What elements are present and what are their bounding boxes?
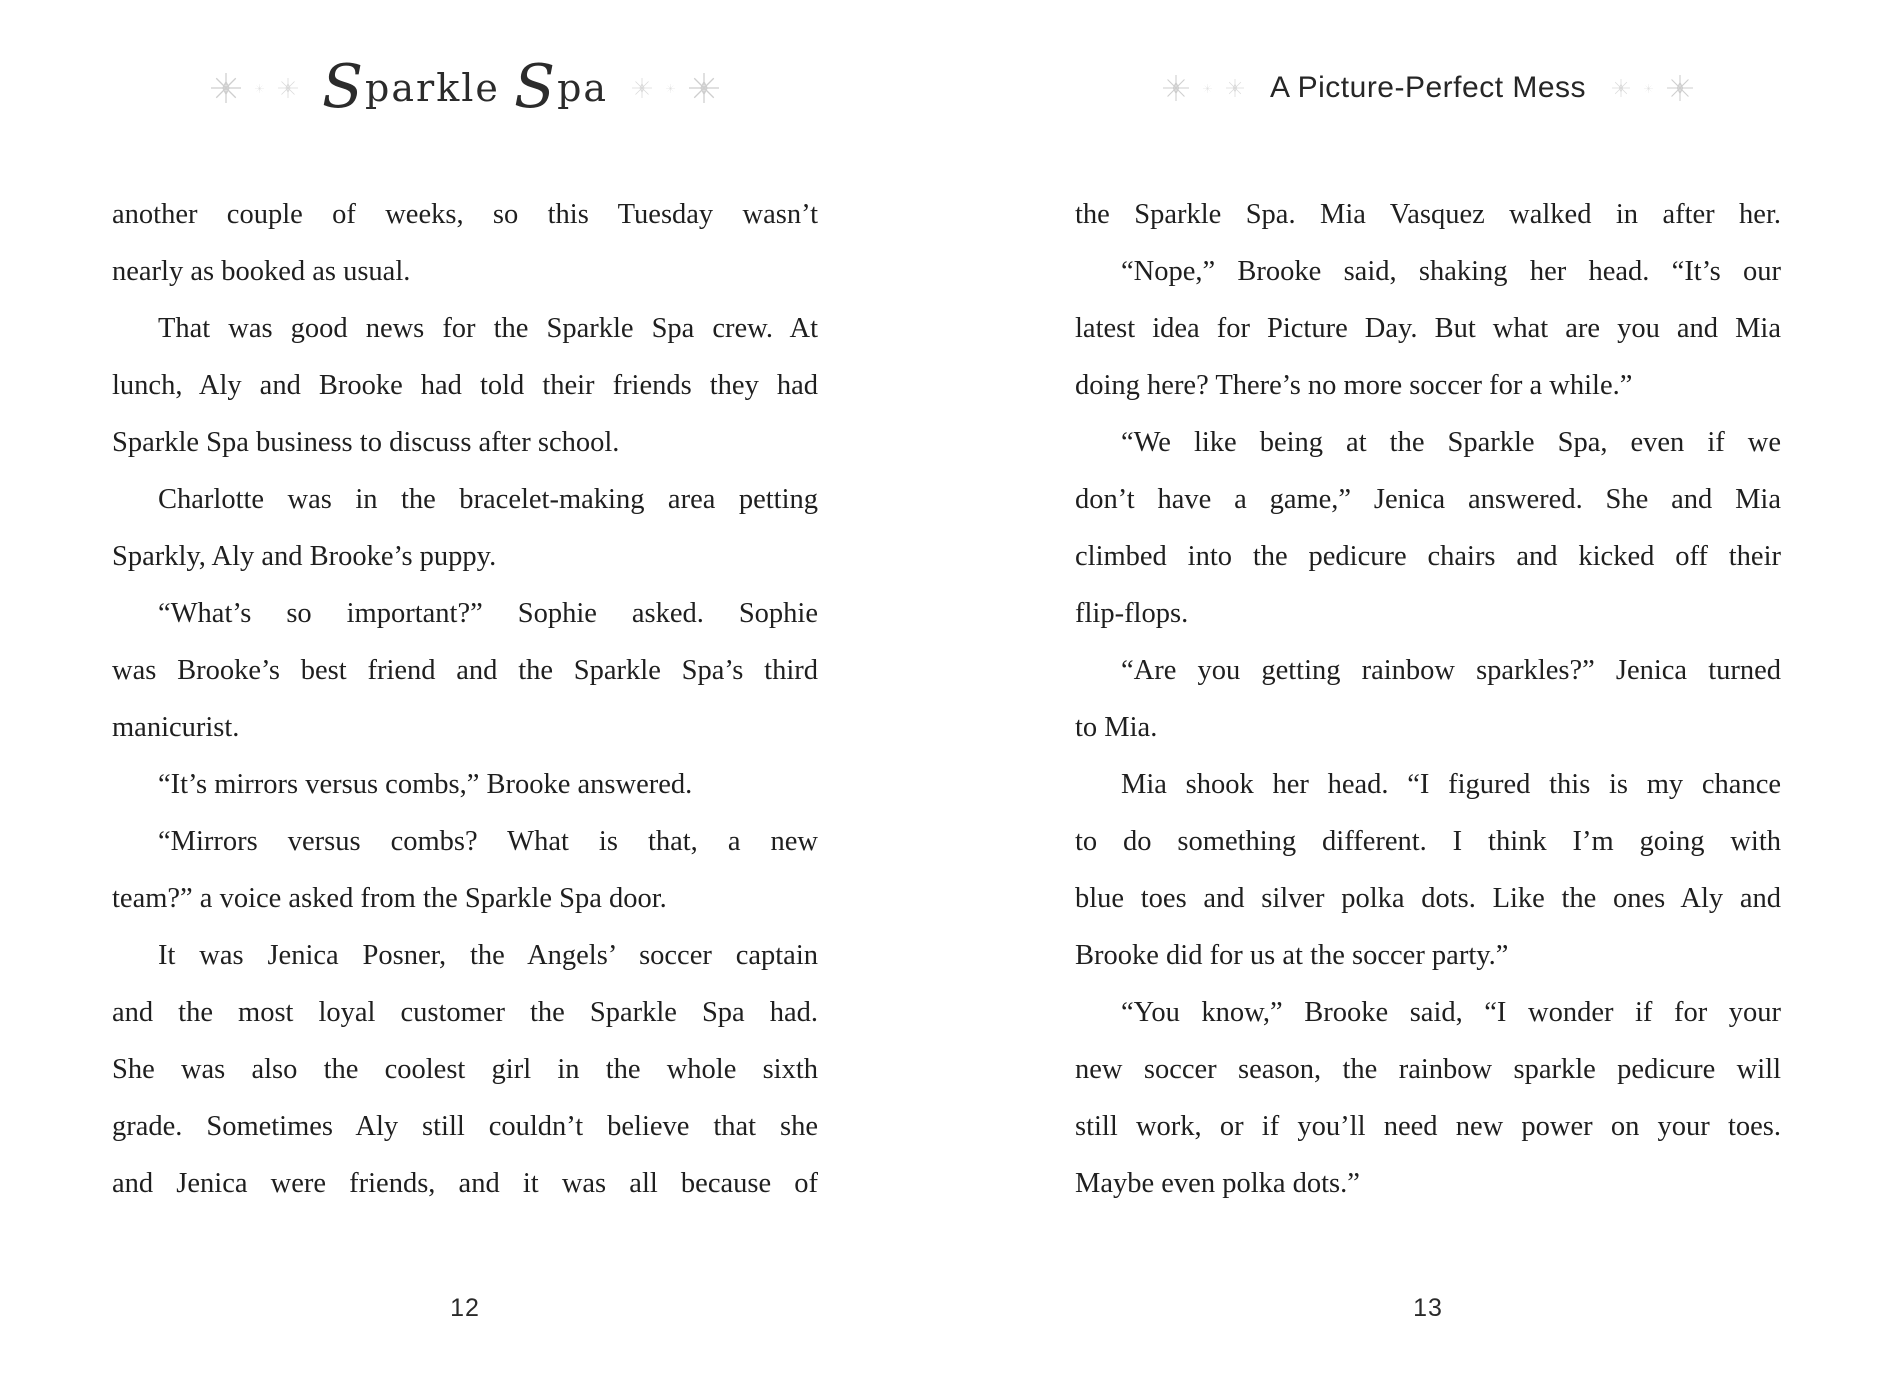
text-line: Mia shook her head. “I figured this is my chance	[1121, 769, 1781, 800]
text-line: “Nope,” Brooke said, shaking her head. “It’s our	[1121, 256, 1781, 287]
text-line: “It’s mirrors versus combs,” Brooke answered.	[158, 769, 693, 800]
sparkle-star-icon	[278, 78, 298, 98]
text-line: Sparkle Spa business to discuss after school.	[112, 427, 620, 458]
text-line: was Brooke’s best friend and the Sparkle Spa’s third	[112, 655, 818, 686]
text-line: grade. Sometimes Aly still couldn’t believe that she	[112, 1111, 818, 1142]
text-line: the Sparkle Spa. Mia Vasquez walked in after her.	[1075, 199, 1781, 230]
text-line: manicurist.	[112, 712, 240, 743]
sparkle-star-icon	[689, 73, 719, 103]
sparkle-star-icon	[1667, 75, 1693, 101]
text-line: “You know,” Brooke said, “I wonder if for your	[1121, 997, 1781, 1028]
sparkle-star-icon	[211, 73, 241, 103]
right-page-text	[1075, 186, 1781, 1212]
sparkle-star-icon	[666, 84, 675, 93]
text-line: new soccer season, the rainbow sparkle pedicure will	[1075, 1054, 1781, 1085]
text-line: “What’s so important?” Sophie asked. Sophie	[158, 598, 818, 629]
right-page-number: 13	[1413, 1294, 1443, 1322]
text-line: Maybe even polka dots.”	[1075, 1168, 1360, 1199]
left-page-number: 12	[450, 1294, 480, 1322]
text-line: climbed into the pedicure chairs and kicked off their	[1075, 541, 1781, 572]
page-left	[112, 0, 818, 1396]
left-running-head-title: Sparkle Spa	[321, 52, 609, 122]
sparkle-star-icon	[1644, 84, 1653, 93]
text-line: to Mia.	[1075, 712, 1158, 743]
text-line: and the most loyal customer the Sparkle Spa had.	[112, 997, 818, 1028]
text-line: That was good news for the Sparkle Spa crew. At	[158, 313, 818, 344]
sparkle-star-icon	[1226, 79, 1244, 97]
sparkle-cluster-right-icon	[632, 73, 719, 103]
right-running-head-title: A Picture-Perfect Mess	[1269, 71, 1587, 104]
sparkle-star-icon	[255, 84, 264, 93]
text-line: Brooke did for us at the soccer party.”	[1075, 940, 1509, 971]
sparkle-star-icon	[1203, 84, 1212, 93]
right-running-head	[1075, 38, 1781, 138]
sparkle-cluster-left-icon	[1163, 75, 1244, 101]
sparkle-cluster-left-icon	[211, 73, 298, 103]
left-running-head	[112, 38, 818, 138]
text-line: “Mirrors versus combs? What is that, a new	[158, 826, 818, 857]
text-line: It was Jenica Posner, the Angels’ soccer captain	[158, 940, 818, 971]
page-right	[1075, 0, 1781, 1396]
text-line: another couple of weeks, so this Tuesday wasn’t	[112, 199, 818, 230]
text-line: team?” a voice asked from the Sparkle Spa door.	[112, 883, 667, 914]
text-line: nearly as booked as usual.	[112, 256, 411, 287]
text-line: and Jenica were friends, and it was all because of	[112, 1168, 818, 1199]
text-line: “Are you getting rainbow sparkles?” Jenica turned	[1121, 655, 1781, 686]
sparkle-star-icon	[632, 78, 652, 98]
text-line: doing here? There’s no more soccer for a while.”	[1075, 370, 1633, 401]
text-line: flip-flops.	[1075, 598, 1189, 629]
sparkle-star-icon	[1612, 79, 1630, 97]
text-line: Sparkly, Aly and Brooke’s puppy.	[112, 541, 497, 572]
left-page-text	[112, 186, 818, 1212]
sparkle-cluster-right-icon	[1612, 75, 1693, 101]
text-line: latest idea for Picture Day. But what are you and Mia	[1075, 313, 1781, 344]
sparkle-star-icon	[1163, 75, 1189, 101]
text-line: to do something different. I think I’m going with	[1075, 826, 1781, 857]
text-line: “We like being at the Sparkle Spa, even if we	[1121, 427, 1781, 458]
text-line: She was also the coolest girl in the whole sixth	[112, 1054, 818, 1085]
text-line: Charlotte was in the bracelet-making area petting	[158, 484, 818, 515]
text-line: lunch, Aly and Brooke had told their friends they had	[112, 370, 818, 401]
text-line: don’t have a game,” Jenica answered. She and Mia	[1075, 484, 1781, 515]
text-line: blue toes and silver polka dots. Like the ones Aly and	[1075, 883, 1781, 914]
text-line: still work, or if you’ll need new power on your toes.	[1075, 1111, 1781, 1142]
